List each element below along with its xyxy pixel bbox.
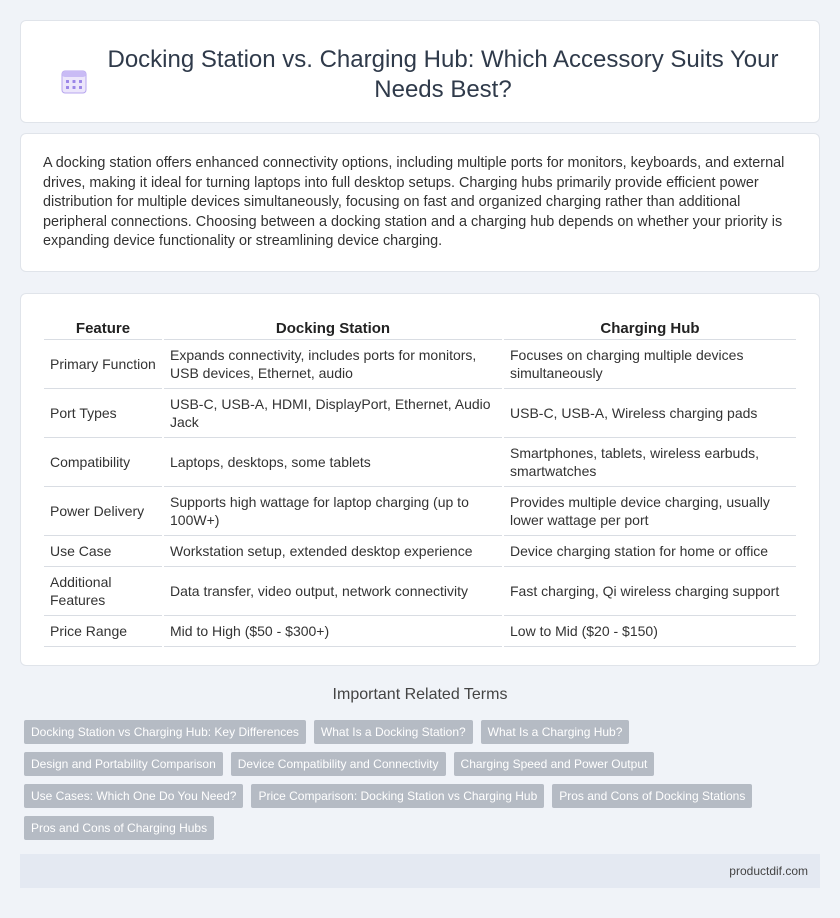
feature-cell: Port Types bbox=[44, 389, 162, 438]
docking-cell: Mid to High ($50 - $300+) bbox=[164, 616, 502, 647]
related-tag[interactable]: Price Comparison: Docking Station vs Charging Hub bbox=[251, 784, 544, 808]
feature-cell: Compatibility bbox=[44, 438, 162, 487]
related-tag[interactable]: Design and Portability Comparison bbox=[24, 752, 223, 776]
feature-cell: Additional Features bbox=[44, 567, 162, 616]
table-row bbox=[44, 487, 796, 536]
table-row bbox=[44, 340, 796, 389]
comparison-table bbox=[42, 315, 798, 647]
related-tag[interactable]: Use Cases: Which One Do You Need? bbox=[24, 784, 243, 808]
table-row bbox=[44, 567, 796, 616]
table-row bbox=[44, 389, 796, 438]
header-card bbox=[20, 20, 820, 123]
docking-cell: Laptops, desktops, some tablets bbox=[164, 438, 502, 487]
calendar-grid-icon bbox=[61, 68, 87, 94]
hub-cell: Low to Mid ($20 - $150) bbox=[504, 616, 796, 647]
comparison-card bbox=[20, 293, 820, 666]
footer bbox=[20, 854, 820, 888]
table-row bbox=[44, 536, 796, 567]
header-charging-hub: Charging Hub bbox=[504, 315, 796, 340]
related-tag[interactable]: Device Compatibility and Connectivity bbox=[231, 752, 446, 776]
related-terms-title: Important Related Terms bbox=[332, 686, 508, 703]
docking-cell: USB-C, USB-A, HDMI, DisplayPort, Ethernet, Audio Jack bbox=[164, 389, 502, 438]
related-tag[interactable]: What Is a Charging Hub? bbox=[481, 720, 630, 744]
feature-cell: Primary Function bbox=[44, 340, 162, 389]
docking-cell: Expands connectivity, includes ports for monitors, USB devices, Ethernet, audio bbox=[164, 340, 502, 389]
hub-cell: Smartphones, tablets, wireless earbuds, smartwatches bbox=[504, 438, 796, 487]
hub-cell: USB-C, USB-A, Wireless charging pads bbox=[504, 389, 796, 438]
docking-cell: Workstation setup, extended desktop experience bbox=[164, 536, 502, 567]
table-row bbox=[44, 616, 796, 647]
related-terms-list bbox=[24, 720, 804, 848]
feature-cell: Use Case bbox=[44, 536, 162, 567]
table-row bbox=[44, 438, 796, 487]
hub-cell: Focuses on charging multiple devices simultaneously bbox=[504, 340, 796, 389]
header-docking-station: Docking Station bbox=[164, 315, 502, 340]
related-tag[interactable]: Docking Station vs Charging Hub: Key Differences bbox=[24, 720, 306, 744]
hub-cell: Provides multiple device charging, usually lower wattage per port bbox=[504, 487, 796, 536]
related-tag[interactable]: Pros and Cons of Charging Hubs bbox=[24, 816, 214, 840]
related-tag[interactable]: Pros and Cons of Docking Stations bbox=[552, 784, 752, 808]
feature-cell: Price Range bbox=[44, 616, 162, 647]
related-tag[interactable]: Charging Speed and Power Output bbox=[454, 752, 655, 776]
page-title: Docking Station vs. Charging Hub: Which Accessory Suits Your Needs Best? bbox=[107, 46, 779, 103]
related-tag[interactable]: What Is a Docking Station? bbox=[314, 720, 473, 744]
header-feature: Feature bbox=[44, 315, 162, 340]
hub-cell: Fast charging, Qi wireless charging support bbox=[504, 567, 796, 616]
feature-cell: Power Delivery bbox=[44, 487, 162, 536]
docking-cell: Data transfer, video output, network connectivity bbox=[164, 567, 502, 616]
footer-site-link[interactable]: productdif.com bbox=[729, 864, 808, 878]
intro-card bbox=[20, 133, 820, 272]
hub-cell: Device charging station for home or office bbox=[504, 536, 796, 567]
intro-paragraph: A docking station offers enhanced connectivity options, including multiple ports for monitors, keyboards, and external drives, making it ideal for turning laptops into full desktop setups. Charging hubs primarily provide efficient power distribution for multiple devices simultaneously, focusing on fast and organized charging rather than additional peripheral connections. Choosing between a docking station and a charging hub depends on whether your priority is expanding device functionality or streamlining device charging. bbox=[43, 155, 785, 249]
docking-cell: Supports high wattage for laptop charging (up to 100W+) bbox=[164, 487, 502, 536]
